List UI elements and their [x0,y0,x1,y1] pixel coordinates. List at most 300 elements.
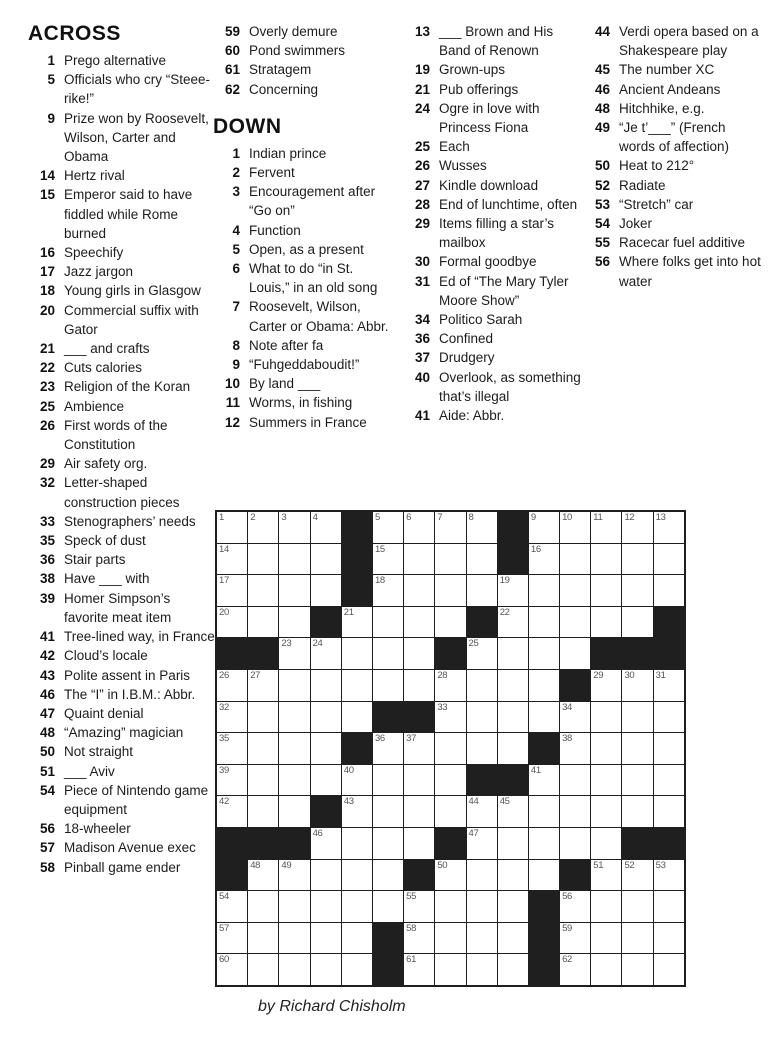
grid-cell[interactable] [654,733,684,764]
clue-text: Each [439,139,470,155]
grid-cell[interactable] [279,638,309,669]
clue-text: Not straight [64,744,134,760]
grid-cell[interactable] [248,765,278,796]
black-cell [498,765,528,796]
clue-text: Where folks get into hot water [619,254,761,289]
grid-cell[interactable] [311,638,341,669]
clue-number: 14 [39,168,55,184]
grid-cell[interactable] [498,575,528,606]
grid-cell[interactable] [404,607,434,638]
clue [28,742,216,761]
grid-cell[interactable] [591,954,621,985]
clue-text: Indian prince [249,145,327,161]
grid-cell[interactable] [404,575,434,606]
clue-text: End of lunchtime, often [439,196,578,212]
grid-cell[interactable] [404,670,434,701]
grid-cell[interactable] [311,923,341,954]
grid-cell[interactable] [404,765,434,796]
grid-cell[interactable] [467,796,497,827]
grid-cell[interactable] [248,733,278,764]
grid-cell[interactable] [311,828,341,859]
grid-cell[interactable] [467,702,497,733]
clue [28,339,216,358]
clue [403,272,583,310]
grid-cell[interactable] [467,512,497,543]
cell-number: 42 [219,796,229,808]
clue-number: 20 [39,302,55,318]
clue [28,666,216,685]
grid-cell[interactable] [373,765,403,796]
grid-cell[interactable] [467,638,497,669]
grid-cell[interactable] [342,607,372,638]
clue-number: 46 [594,81,610,97]
grid-cell[interactable] [217,702,247,733]
grid-cell[interactable] [279,954,309,985]
clue-number: 48 [39,725,55,741]
grid-cell[interactable] [529,860,559,891]
grid-cell[interactable] [467,733,497,764]
clue-number: 40 [414,369,430,385]
cell-number: 38 [562,733,573,745]
black-cell [529,891,559,922]
grid-cell[interactable] [467,828,497,859]
grid-cell[interactable] [279,733,309,764]
grid-cell[interactable] [373,512,403,543]
grid-cell[interactable] [342,702,372,733]
grid-cell[interactable] [311,860,341,891]
grid-cell[interactable] [373,638,403,669]
grid-cell[interactable] [311,702,341,733]
grid-cell[interactable] [373,733,403,764]
grid-cell[interactable] [435,670,465,701]
clue-number: 52 [594,177,610,193]
grid-cell[interactable] [654,544,684,575]
grid-cell[interactable] [217,765,247,796]
grid-cell[interactable] [591,575,621,606]
grid-cell[interactable] [654,702,684,733]
grid-cell[interactable] [498,702,528,733]
grid-cell[interactable] [435,954,465,985]
grid-cell[interactable] [560,607,590,638]
grid-cell[interactable] [622,733,652,764]
clue [28,166,216,185]
grid-cell[interactable] [342,828,372,859]
grid-cell[interactable] [560,765,590,796]
grid-cell[interactable] [498,638,528,669]
clue [28,51,216,70]
grid-cell[interactable] [591,544,621,575]
clue [28,704,216,723]
clue-number: 36 [39,552,55,568]
grid-cell[interactable] [248,607,278,638]
grid-cell[interactable] [498,796,528,827]
cell-number: 32 [219,701,229,713]
grid-cell[interactable] [342,891,372,922]
grid-cell[interactable] [435,796,465,827]
cell-number: 46 [312,827,323,839]
grid-cell[interactable] [279,891,309,922]
clue-text: 18-wheeler [64,821,131,837]
cell-number: 62 [562,954,573,966]
grid-cell[interactable] [622,575,652,606]
grid-cell[interactable] [435,544,465,575]
grid-cell[interactable] [248,702,278,733]
clue-number: 10 [224,376,240,392]
grid-cell[interactable] [622,860,652,891]
grid-cell[interactable] [560,923,590,954]
clue-number: 2 [232,165,240,181]
clue [213,413,397,432]
grid-cell[interactable] [591,923,621,954]
grid-cell[interactable] [248,860,278,891]
grid-cell[interactable] [591,702,621,733]
grid-cell[interactable] [435,607,465,638]
grid-cell[interactable] [591,765,621,796]
grid-cell[interactable] [529,607,559,638]
grid-cell[interactable] [311,512,341,543]
cell-number: 19 [499,575,510,587]
grid-cell[interactable] [311,575,341,606]
cell-number: 12 [624,512,635,523]
cell-number: 59 [562,922,573,934]
clue-number: 46 [39,686,55,702]
grid-cell[interactable] [498,891,528,922]
cell-number: 7 [437,512,443,523]
grid-cell[interactable] [467,670,497,701]
grid-cell[interactable] [622,607,652,638]
grid-cell[interactable] [560,733,590,764]
clue-number: 35 [39,533,55,549]
grid-cell[interactable] [404,512,434,543]
grid-cell[interactable] [217,891,247,922]
grid-cell[interactable] [467,923,497,954]
grid-cell[interactable] [248,796,278,827]
grid-cell[interactable] [591,607,621,638]
black-cell [467,765,497,796]
grid-cell[interactable] [342,860,372,891]
grid-cell[interactable] [560,954,590,985]
grid-cell[interactable] [435,891,465,922]
cell-number: 1 [219,512,224,523]
grid-cell[interactable] [467,544,497,575]
cell-number: 20 [219,606,229,618]
byline: by Richard Chisholm [258,998,406,1015]
grid-cell[interactable] [591,828,621,859]
grid-cell[interactable] [654,891,684,922]
grid-cell[interactable] [622,544,652,575]
cell-number: 55 [406,891,417,903]
grid-cell[interactable] [279,575,309,606]
grid-cell[interactable] [622,954,652,985]
clue-text: What to do “in St. Louis,” in an old song [249,261,378,296]
grid-cell[interactable] [622,796,652,827]
grid-cell[interactable] [560,796,590,827]
clue-number: 59 [224,24,240,39]
clue-number: 47 [39,705,55,721]
grid-cell[interactable] [435,860,465,891]
grid-cell[interactable] [435,702,465,733]
clue-text: Jazz jargon [64,264,134,280]
grid-cell[interactable] [529,796,559,827]
grid-cell[interactable] [217,923,247,954]
grid-cell[interactable] [217,512,247,543]
black-cell [342,575,372,606]
grid-cell[interactable] [342,954,372,985]
grid-cell[interactable] [654,860,684,891]
grid-cell[interactable] [342,765,372,796]
cell-number: 17 [219,575,229,587]
grid-cell[interactable] [279,923,309,954]
grid-cell[interactable] [404,923,434,954]
clue [403,406,583,425]
grid-cell[interactable] [373,828,403,859]
grid-cell[interactable] [248,544,278,575]
clue [213,336,397,355]
grid-cell[interactable] [498,860,528,891]
grid-cell[interactable] [467,575,497,606]
clue-number: 1 [47,53,55,68]
grid-cell[interactable] [248,954,278,985]
clue-text: Joker [619,216,653,232]
grid-cell[interactable] [217,954,247,985]
grid-cell[interactable] [311,544,341,575]
grid-cell[interactable] [279,860,309,891]
grid-cell[interactable] [373,670,403,701]
grid-cell[interactable] [654,796,684,827]
grid-cell[interactable] [404,544,434,575]
grid-cell[interactable] [498,607,528,638]
clue-text: Homer Simpson’s favorite meat item [64,590,172,625]
grid-cell[interactable] [217,544,247,575]
clue [28,781,216,819]
grid-cell[interactable] [560,638,590,669]
grid-cell[interactable] [591,733,621,764]
clue-text: Stratagem [249,62,312,78]
grid-cell[interactable] [311,891,341,922]
grid-cell[interactable] [217,733,247,764]
black-cell [404,860,434,891]
grid-cell[interactable] [529,828,559,859]
grid-cell[interactable] [498,954,528,985]
clue [403,80,583,99]
clue-number: 12 [224,414,240,430]
clue-text: Summers in France [249,414,367,430]
grid-cell[interactable] [279,702,309,733]
grid-cell[interactable] [279,512,309,543]
grid-cell[interactable] [404,796,434,827]
clue-number: 11 [225,395,240,411]
clue-text: Verdi opera based on a Shakespeare play [619,24,759,59]
grid-cell[interactable] [591,796,621,827]
clue [213,41,397,60]
grid-cell[interactable] [217,670,247,701]
black-cell [373,923,403,954]
grid-cell[interactable] [591,512,621,543]
grid-cell[interactable] [498,670,528,701]
grid-cell[interactable] [279,670,309,701]
black-cell [591,638,621,669]
clue [28,512,216,531]
grid-cell[interactable] [342,923,372,954]
black-cell [342,733,372,764]
clue-number: 41 [39,629,55,645]
grid-cell[interactable] [373,607,403,638]
grid-cell[interactable] [248,670,278,701]
grid-cell[interactable] [404,733,434,764]
grid-cell[interactable] [279,765,309,796]
clue-text: “Amazing” magician [64,725,184,741]
grid-cell[interactable] [373,796,403,827]
grid-cell[interactable] [529,670,559,701]
clue [403,60,583,79]
grid-cell[interactable] [622,702,652,733]
grid-cell[interactable] [560,575,590,606]
grid-cell[interactable] [248,575,278,606]
clue-number: 9 [47,110,55,126]
grid-cell[interactable] [529,702,559,733]
clue-number: 26 [414,158,430,174]
grid-cell[interactable] [373,544,403,575]
grid-cell[interactable] [373,891,403,922]
clue [213,144,397,163]
grid-cell[interactable] [311,733,341,764]
clue-number: 50 [39,744,55,760]
clue [213,259,397,297]
grid-cell[interactable] [529,575,559,606]
clue [28,301,216,339]
clue-text: Fervent [249,165,295,181]
grid-cell[interactable] [622,891,652,922]
grid-cell[interactable] [654,765,684,796]
cell-number: 44 [468,796,479,808]
black-cell [622,828,652,859]
clue-text: By land ___ [249,376,321,392]
grid-cell[interactable] [560,891,590,922]
clue [403,252,583,271]
grid-cell[interactable] [373,575,403,606]
grid-cell[interactable] [560,702,590,733]
grid-cell[interactable] [591,670,621,701]
grid-cell[interactable] [404,828,434,859]
clue [28,838,216,857]
grid-cell[interactable] [654,575,684,606]
grid-cell[interactable] [435,733,465,764]
grid-cell[interactable] [622,512,652,543]
grid-cell[interactable] [248,512,278,543]
clue-number: 16 [39,245,55,261]
cell-number: 16 [530,543,541,555]
grid-cell[interactable] [498,923,528,954]
grid-cell[interactable] [622,670,652,701]
cell-number: 39 [219,764,229,776]
grid-cell[interactable] [373,860,403,891]
clue-number: 54 [594,216,610,232]
clue-text: Officials who cry “Steee-rike!” [64,72,211,107]
grid-cell[interactable] [560,828,590,859]
grid-cell[interactable] [435,512,465,543]
black-cell [248,638,278,669]
grid-cell[interactable] [248,891,278,922]
grid-cell[interactable] [622,765,652,796]
grid-cell[interactable] [404,638,434,669]
grid-cell[interactable] [467,860,497,891]
grid-cell[interactable] [311,670,341,701]
grid-cell[interactable] [467,891,497,922]
grid-cell[interactable] [217,796,247,827]
grid-cell[interactable] [560,544,590,575]
clue [583,233,765,252]
clue-number: 34 [414,312,430,328]
grid-cell[interactable] [217,607,247,638]
cell-number: 58 [406,922,417,934]
grid-cell[interactable] [435,575,465,606]
cell-number: 6 [406,512,412,523]
black-cell [654,607,684,638]
grid-cell[interactable] [654,670,684,701]
clue-number: 8 [232,337,240,353]
grid-cell[interactable] [654,954,684,985]
clue [28,627,216,646]
grid-cell[interactable] [529,765,559,796]
clue-number: 29 [414,216,430,232]
grid-cell[interactable] [342,796,372,827]
grid-cell[interactable] [435,923,465,954]
clue-text: Stair parts [64,552,126,568]
grid-cell[interactable] [311,954,341,985]
grid-cell[interactable] [279,796,309,827]
grid-cell[interactable] [529,512,559,543]
clue-text: Prego alternative [64,53,167,68]
clue [583,60,765,79]
grid-cell[interactable] [311,765,341,796]
grid-cell[interactable] [404,954,434,985]
clue-number: 56 [594,254,610,270]
grid-cell[interactable] [591,860,621,891]
grid-cell[interactable] [279,544,309,575]
cell-number: 25 [468,638,479,650]
grid-cell[interactable] [435,765,465,796]
grid-cell[interactable] [248,923,278,954]
grid-cell[interactable] [342,638,372,669]
grid-cell[interactable] [529,544,559,575]
grid-cell[interactable] [591,891,621,922]
grid-cell[interactable] [529,638,559,669]
grid-cell[interactable] [498,733,528,764]
cell-number: 33 [437,701,448,713]
grid-cell[interactable] [622,923,652,954]
grid-cell[interactable] [654,512,684,543]
cell-number: 56 [562,891,573,903]
grid-cell[interactable] [404,891,434,922]
clue-number: 38 [39,571,55,587]
cell-number: 22 [499,606,510,618]
grid-cell[interactable] [560,512,590,543]
grid-cell[interactable] [279,607,309,638]
grid-cell[interactable] [498,828,528,859]
clue-number: 61 [224,62,240,78]
clue-number: 27 [414,177,430,193]
clue-number: 37 [414,350,430,366]
clue-text: ___ Brown and His Band of Renown [439,24,554,59]
cell-number: 14 [219,543,229,555]
grid-cell[interactable] [342,670,372,701]
grid-cell[interactable] [467,954,497,985]
clue-text: Encouragement after “Go on” [249,184,376,219]
black-cell [342,544,372,575]
grid-cell[interactable] [217,575,247,606]
clue-number: 62 [224,81,240,97]
grid-cell[interactable] [654,923,684,954]
